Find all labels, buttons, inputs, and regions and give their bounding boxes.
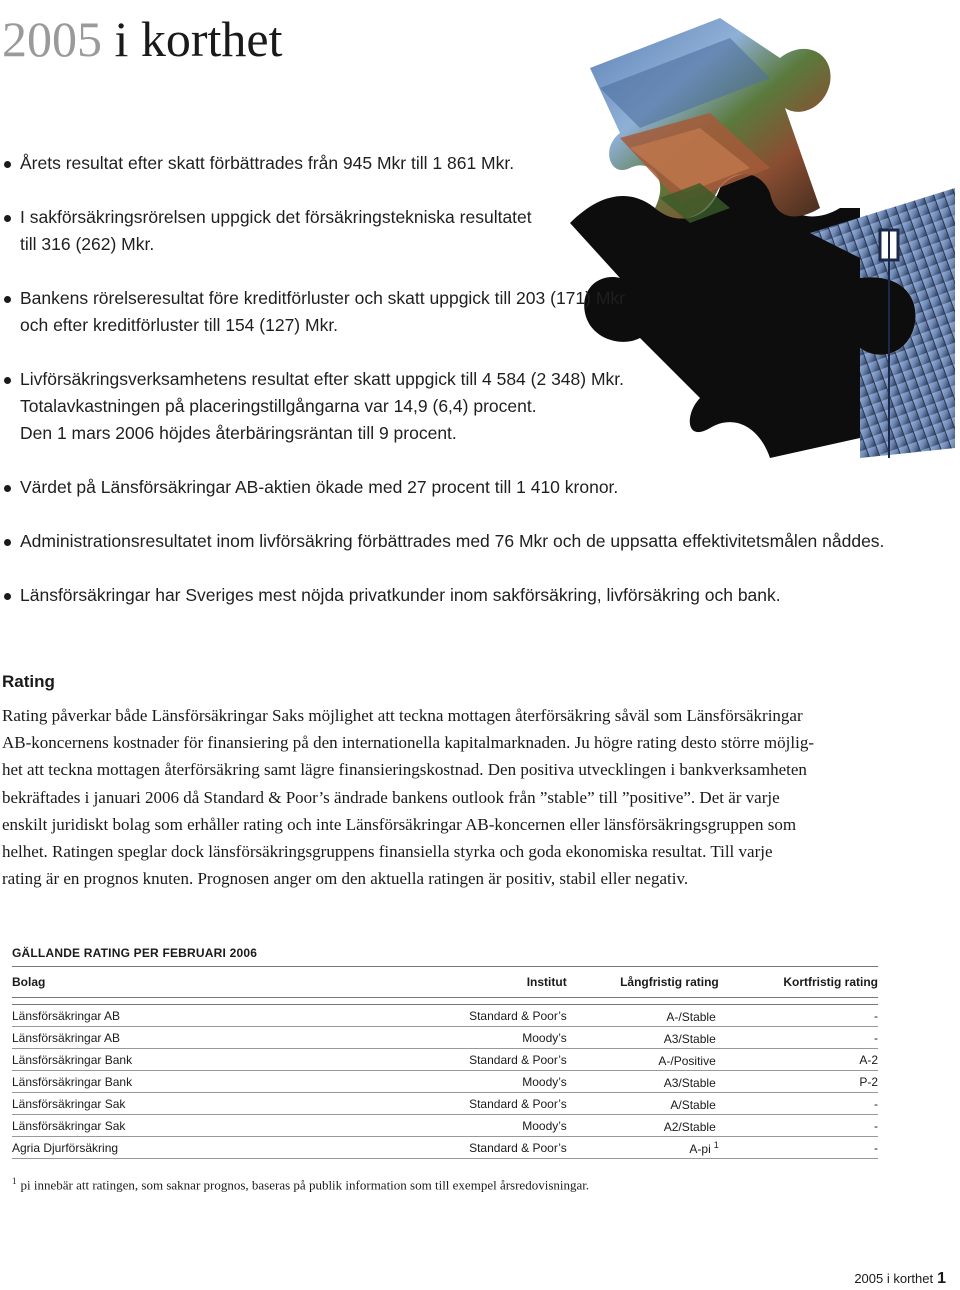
title-text: i korthet xyxy=(114,11,283,67)
rating-paragraph: Rating påverkar både Länsförsäkringar Saks möjlighet att teckna mottagen återförsäkring såväl som Länsförsäkringar AB-koncernens kostnader för finansiering på den internationella kapitalmarknaden. Ju högre rating desto större möjlig- het att teckna mottagen återförsäkring samt lägre finansieringskostnad. Den positiva utvecklingen i bankverksamheten bekräftades i januari 2006 då Standard & Poor’s ändrade bankens outlook från ”stable” till ”positive”. Det är varje enskilt juridiskt bolag som erhåller rating och inte Länsförsäkringar AB-koncernen eller länsförsäkringsgruppen som helhet. Ratingen speglar dock länsförsäkringsgruppens finansiella styrka och goda ekonomiska resultat. Till varje rating är en prognos knuten. Prognosen anger om den aktuella ratingen är positiv, stabil eller negativ. xyxy=(2,706,814,889)
table-title: GÄLLANDE RATING PER FEBRUARI 2006 xyxy=(12,946,878,967)
table-row: Agria Djurförsäkring Standard & Poor’s A-pi $^1$ - xyxy=(12,1137,878,1159)
table-row: Länsförsäkringar Bank Moody’s A3/Stable P-2 xyxy=(12,1071,878,1093)
bullet-icon xyxy=(4,539,11,546)
table-spacer xyxy=(12,998,878,1005)
table-header-row xyxy=(12,967,878,998)
list-item: Bankens rörelseresultat före kreditförluster och skatt uppgick till 203 (171) Mkr och efter kreditförluster till 154 (127) Mkr. xyxy=(0,285,900,339)
bullet-icon xyxy=(4,593,11,600)
table-row: Länsförsäkringar Sak Standard & Poor’s A/Stable - xyxy=(12,1093,878,1115)
bullet-icon xyxy=(4,377,11,384)
rating-table xyxy=(12,946,878,1159)
footer-label: 2005 i korthet xyxy=(854,1271,934,1286)
list-item: Värdet på Länsförsäkringar AB-aktien ökade med 27 procent till 1 410 kronor. xyxy=(0,474,900,501)
list-item: Länsförsäkringar har Sveriges mest nöjda privatkunder inom sakförsäkring, livförsäkring och bank. xyxy=(0,582,900,609)
table-row: Länsförsäkringar Sak Moody’s A2/Stable - xyxy=(12,1115,878,1137)
list-item: Administrationsresultatet inom livförsäkring förbättrades med 76 Mkr och de uppsatta effektivitetsmålen nåddes. xyxy=(0,528,900,555)
footnote-mark: 1 xyxy=(12,1176,17,1186)
header-bolag: Bolag xyxy=(12,967,402,998)
page-footer xyxy=(854,1270,946,1288)
table-row: Länsförsäkringar AB Standard & Poor’s A-/Stable - xyxy=(12,1005,878,1027)
page-number: 1 xyxy=(937,1270,946,1287)
bullet-icon xyxy=(4,485,11,492)
title-year: 2005 xyxy=(2,11,102,67)
table-row: Länsförsäkringar Bank Standard & Poor’s A-/Positive A-2 xyxy=(12,1049,878,1071)
rating-grid xyxy=(12,967,878,1159)
page-title xyxy=(2,6,283,72)
rating-heading: Rating xyxy=(2,672,55,691)
footnote-text: pi innebär att ratingen, som saknar prognos, baseras på publik information som till exempel årsredovisningar. xyxy=(20,1177,590,1193)
bullet-icon xyxy=(4,215,11,222)
list-item: I sakförsäkringsrörelsen uppgick det försäkringstekniska resultatet till 316 (262) Mkr. xyxy=(0,204,900,258)
bullet-icon xyxy=(4,161,11,168)
table-row: Länsförsäkringar AB Moody’s A3/Stable - xyxy=(12,1027,878,1049)
header-lang: Långfristig rating xyxy=(567,967,719,998)
header-kort: Kortfristig rating xyxy=(719,967,878,998)
list-item: Årets resultat efter skatt förbättrades från 945 Mkr till 1 861 Mkr. xyxy=(0,150,900,177)
bullet-icon xyxy=(4,296,11,303)
header-institut: Institut xyxy=(402,967,566,998)
footnote xyxy=(12,1176,589,1193)
highlights-list xyxy=(0,150,900,609)
list-item: Livförsäkringsverksamhetens resultat efter skatt uppgick till 4 584 (2 348) Mkr. Totalavkastningen på placeringstillgångarna var 14,9 (6,4) procent. Den 1 mars 2006 höjdes återbäringsräntan till 9 procent. xyxy=(0,366,900,447)
